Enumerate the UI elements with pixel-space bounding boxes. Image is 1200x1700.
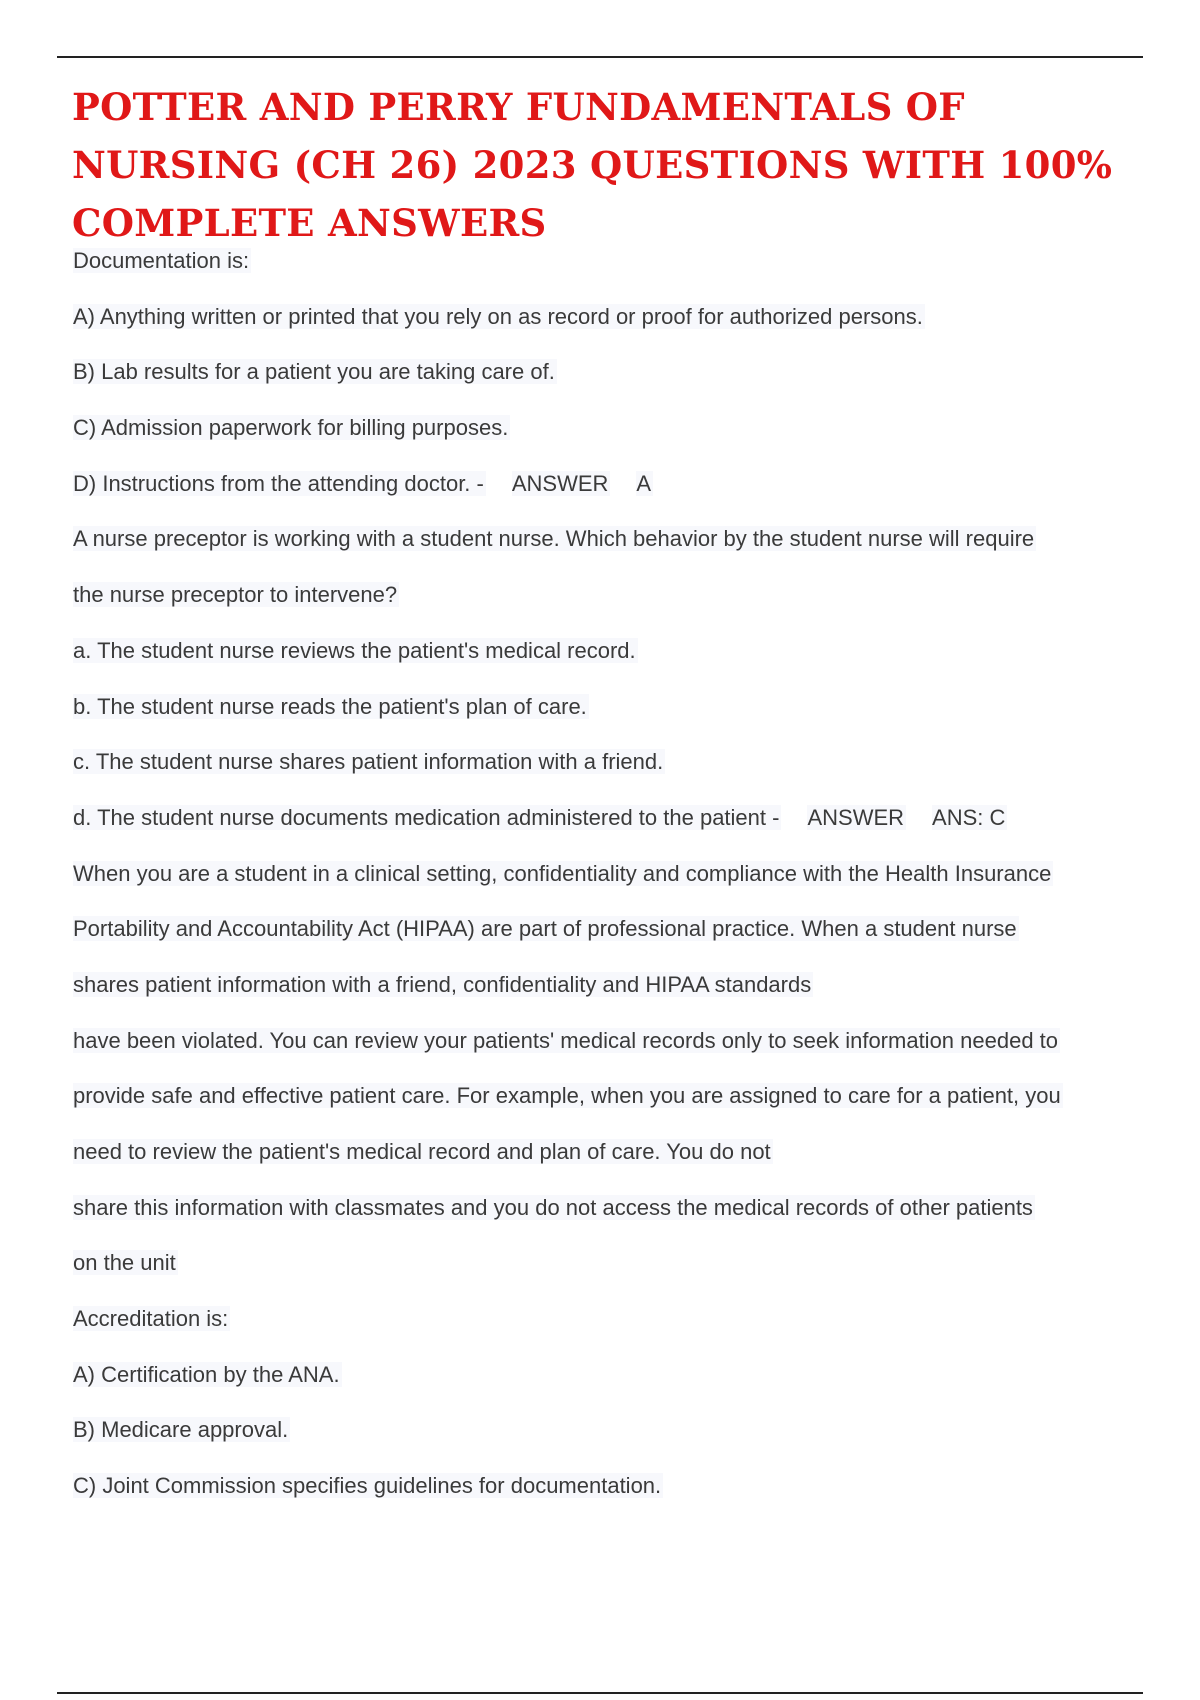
explanation-line bbox=[73, 912, 1163, 968]
answer-value: ANS: C bbox=[932, 804, 1006, 830]
line-text: When you are a student in a clinical setting, confidentiality and compliance with the Health Insurance bbox=[73, 860, 1052, 886]
line-text: provide safe and effective patient care. For example, when you are assigned to care for a patient, you bbox=[73, 1083, 1061, 1109]
answer-label: ANSWER bbox=[511, 470, 609, 496]
question-line bbox=[73, 244, 1163, 300]
line-text: on the unit bbox=[73, 1250, 176, 1276]
bottom-rule bbox=[57, 1692, 1143, 1694]
explanation-line bbox=[73, 1024, 1163, 1080]
line-text: Documentation is: bbox=[73, 248, 250, 273]
option-line-with-answer bbox=[73, 801, 1163, 857]
option-line bbox=[73, 690, 1163, 746]
option-line bbox=[73, 1413, 1163, 1469]
line-text: shares patient information with a friend, confidentiality and HIPAA standards bbox=[73, 971, 812, 997]
explanation-line bbox=[73, 1246, 1163, 1302]
line-text: need to review the patient's medical record and plan of care. You do not bbox=[73, 1139, 771, 1164]
option-line bbox=[73, 1469, 1163, 1525]
line-text: share this information with classmates and you do not access the medical records of other patients bbox=[73, 1194, 1033, 1220]
question-line bbox=[73, 1302, 1163, 1358]
line-text: Accreditation is: bbox=[73, 1306, 229, 1332]
line-text: D) Instructions from the attending doctor. - bbox=[73, 470, 484, 496]
explanation-line bbox=[73, 1135, 1163, 1191]
line-text: the nurse preceptor to intervene? bbox=[73, 582, 398, 608]
line-text: d. The student nurse documents medication administered to the patient - bbox=[73, 804, 780, 830]
answer-label: ANSWER bbox=[807, 804, 905, 830]
answer-value: A bbox=[636, 470, 652, 496]
option-line bbox=[73, 634, 1163, 690]
line-text: c. The student nurse shares patient information with a friend. bbox=[73, 749, 664, 775]
option-line bbox=[73, 411, 1163, 467]
question-line bbox=[73, 578, 1163, 634]
explanation-line bbox=[73, 1191, 1163, 1247]
explanation-line bbox=[73, 968, 1163, 1024]
question-line bbox=[73, 522, 1163, 578]
option-line-with-answer bbox=[73, 467, 1163, 523]
document-body bbox=[73, 244, 1163, 1525]
document-title: POTTER AND PERRY FUNDAMENTALS OF NURSING (CH 26) 2023 QUESTIONS WITH 100% COMPLETE ANSWERS bbox=[72, 85, 1113, 245]
line-text: B) Medicare approval. bbox=[73, 1417, 289, 1443]
top-rule bbox=[57, 56, 1143, 58]
explanation-line bbox=[73, 857, 1163, 913]
line-text: A nurse preceptor is working with a student nurse. Which behavior by the student nurse will require bbox=[73, 526, 1035, 552]
option-line bbox=[73, 1358, 1163, 1414]
line-text: Portability and Accountability Act (HIPAA) are part of professional practice. When a student nurse bbox=[73, 916, 1017, 942]
explanation-line bbox=[73, 1079, 1163, 1135]
line-text: B) Lab results for a patient you are taking care of. bbox=[73, 359, 555, 385]
option-line bbox=[73, 745, 1163, 801]
line-text: C) Admission paperwork for billing purposes. bbox=[73, 415, 509, 441]
line-text: A) Anything written or printed that you rely on as record or proof for authorized persons. bbox=[73, 303, 923, 329]
option-line bbox=[73, 300, 1163, 356]
line-text: C) Joint Commission specifies guidelines for documentation. bbox=[73, 1473, 662, 1499]
line-text: A) Certification by the ANA. bbox=[73, 1361, 340, 1387]
line-text: a. The student nurse reviews the patient's medical record. bbox=[73, 637, 636, 663]
line-text: have been violated. You can review your patients' medical records only to seek information needed to bbox=[73, 1027, 1059, 1053]
option-line bbox=[73, 355, 1163, 411]
line-text: b. The student nurse reads the patient's plan of care. bbox=[73, 693, 587, 719]
